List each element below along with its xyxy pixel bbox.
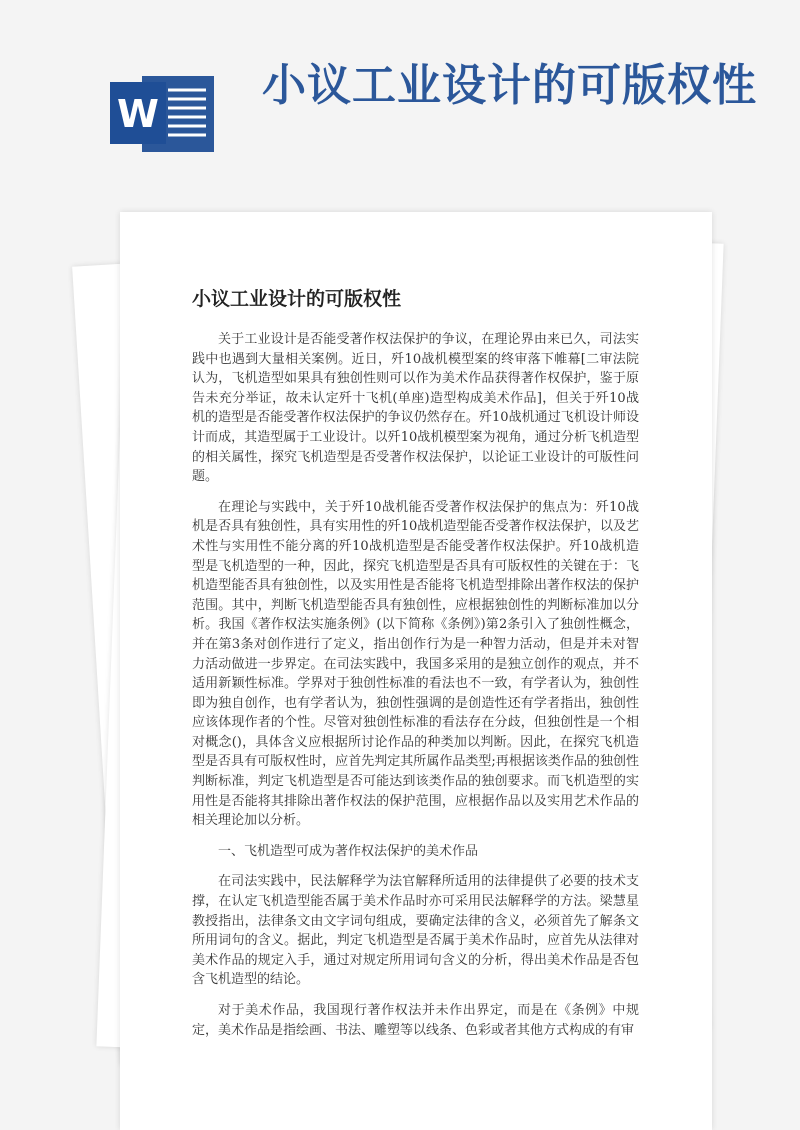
word-icon-letter: W xyxy=(117,92,159,136)
section-heading: 一、飞机造型可成为著作权法保护的美术作品 xyxy=(218,843,479,859)
paragraph: 在理论与实践中，关于歼10战机能否受著作权法保护的焦点为：歼10战机是否具有独创性，具有实用性的歼10战机造型能否受著作权法保护，以及艺术性与实用性不能分离的歼10战机造型是否能受著作权法保护。歼10战机造型是飞机造型的一种，因此，探究飞机造型是否具有可版权性的关键在于：飞机造型能否具有独创性，以及实用性是否能将飞机造型排除出著作权法的保护范围。其中，判断飞机造型能否具有独创性，应根据独创性的判断标准加以分析。我国《著作权法实施条例》(以下简称《条例》)第2条引入了独创性概念，并在第3条对创作进行了定义，指出创作行为是一种智力活动，但是并未对智力活动做进一步界定。在司法实践中，我国多采用的是独立创作的观点，并不适用新颖性标准。学界对于独创性标准的看法也不一致，有学者认为，独创性即为独自创作，也有学者认为，独创性强调的是创造性还有学者指出，独创性应该体现作者的个性。尽管对独创性标准的看法存在分歧，但独创性是一个相对概念()，具体含义应根据所讨论作品的种类加以判断。因此，在探究飞机造型是否具有可版权性时，应首先判定其所属作品类型;再根据该类作品的独创性判断标准，判定飞机造型是否可能达到该类作品的独创要求。而飞机造型的实用性是否能将其排除出著作权法的保护范围，应根据作品以及实用艺术作品的相关理论加以分析。 xyxy=(192,499,639,829)
document-body xyxy=(192,330,639,1051)
document-title: 小议工业设计的可版权性 xyxy=(192,288,402,310)
word-document-icon xyxy=(108,72,218,156)
paragraph: 在司法实践中，民法解释学为法官解释所适用的法律提供了必要的技术支撑，在认定飞机造型能否属于美术作品时亦可采用民法解释学的方法。梁慧星教授指出，法律条文由文字词句组成，要确定法律的含义，必须首先了解条文所用词句的含义。据此，判定飞机造型是否属于美术作品时，应首先从法律对美术作品的规定入手，通过对规定所用词句含义的分析，得出美术作品是否包含飞机造型的结论。 xyxy=(192,874,639,988)
paragraph: 对于美术作品，我国现行著作权法并未作出界定，而是在《条例》中规定，美术作品是指绘画、书法、雕塑等以线条、色彩或者其他方式构成的有审 xyxy=(192,1003,639,1038)
paragraph: 关于工业设计是否能受著作权法保护的争议，在理论界由来已久，司法实践中也遇到大量相关案例。近日，歼10战机模型案的终审落下帷幕[二审法院认为，飞机造型如果具有独创性则可以作为美术作品获得著作权保护，鉴于原告未充分举证，故未认定歼十飞机(单座)造型构成美术作品]，但关于歼10战机的造型是否能受著作权法保护的争议仍然存在。歼10战机通过飞机设计师设计而成，其造型属于工业设计。以歼10战机模型案为视角，通过分析飞机造型的相关属性，探究飞机造型是否受著作权法保护，以论证工业设计的可版性问题。 xyxy=(192,332,639,485)
page-title: 小议工业设计的可版权性 xyxy=(262,60,757,111)
